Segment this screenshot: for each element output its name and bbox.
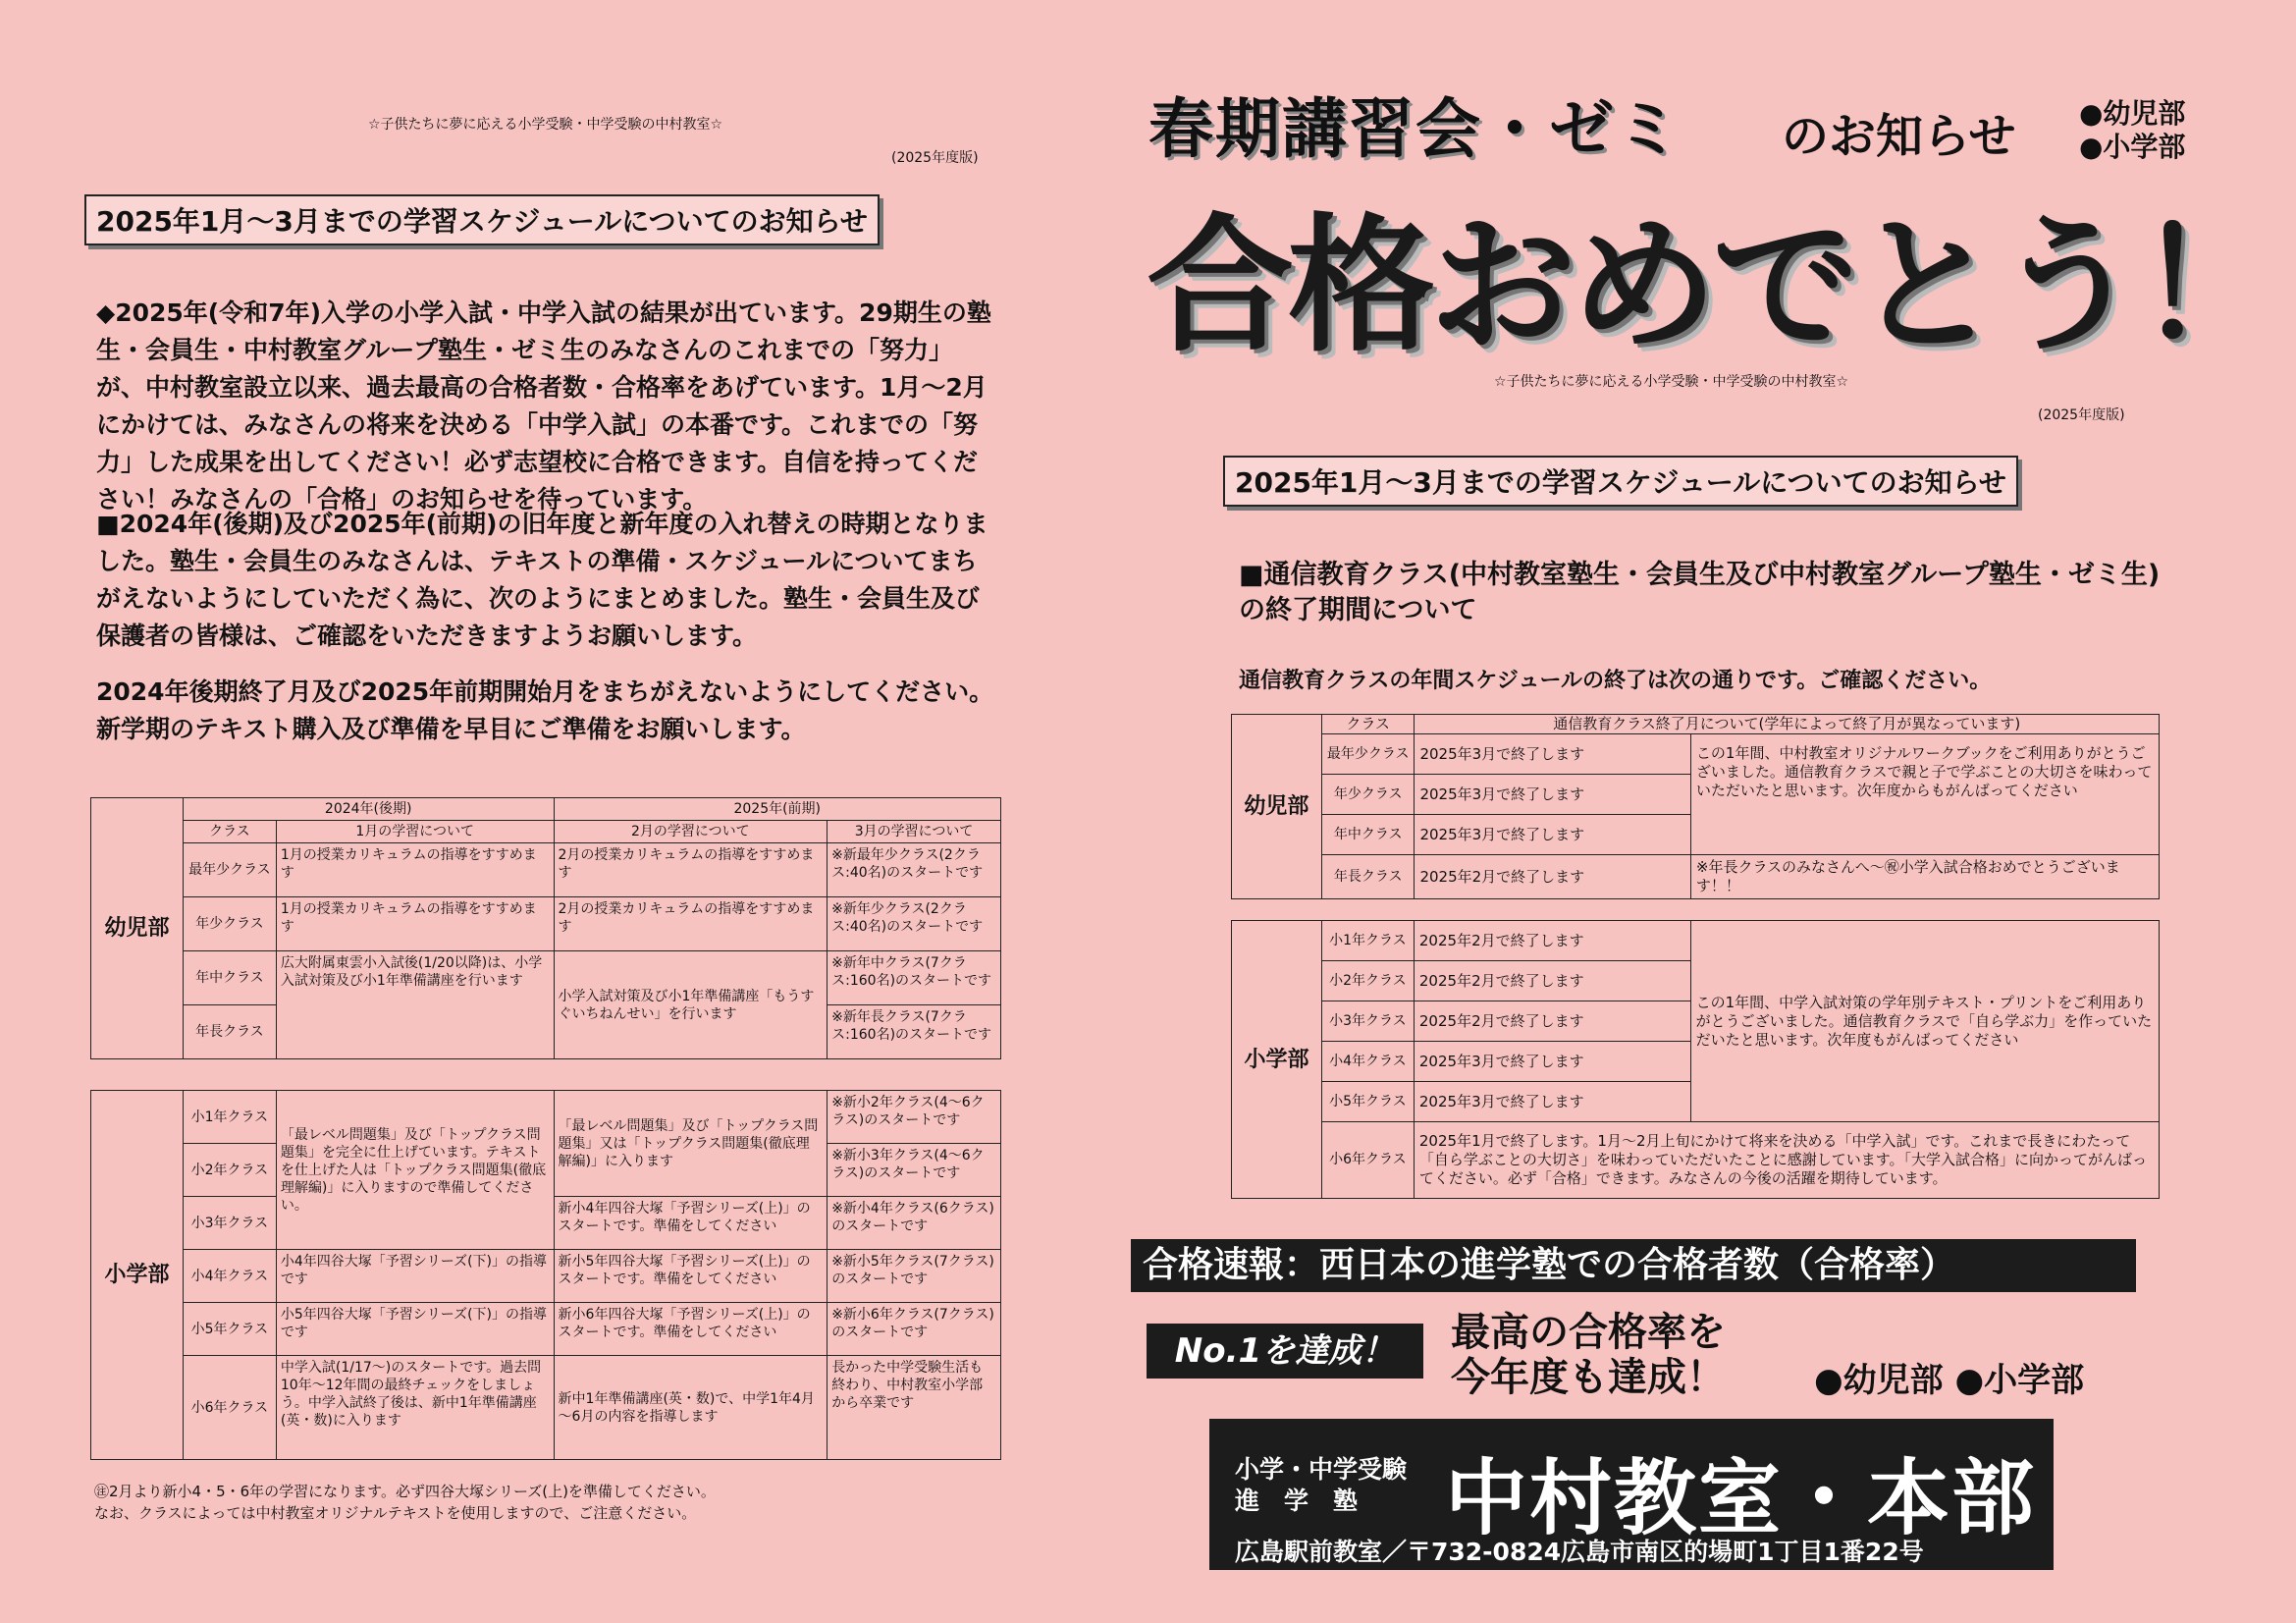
end-cell: 2025年2月で終了します	[1414, 1001, 1690, 1042]
elementary-message: この1年間、中学入試対策の学年別テキスト・プリントをご利用ありがとうございました。通信教育クラスで「自ら学ぶ力」を作っていただいたと思います。次年度もがんばってください	[1690, 921, 2159, 1122]
school-name: 中村教室・本部	[1445, 1450, 2037, 1546]
correspondence-section-heading: ■通信教育クラス(中村教室塾生・会員生及び中村教室グループ塾生・ゼミ生)の終了期間について	[1239, 560, 2161, 625]
table-row	[91, 1091, 1001, 1144]
header-2025: 2025年(前期)	[554, 798, 1000, 821]
class-cell: 小3年クラス	[1321, 1001, 1414, 1042]
class-cell: 小5年クラス	[183, 1303, 276, 1356]
feb-cell: 小学入試対策及び小1年準備講座「もうすぐいちねんせい」を行います	[554, 951, 828, 1059]
end-cell: 2025年3月で終了します	[1415, 815, 1690, 855]
class-cell: 小2年クラス	[1321, 961, 1414, 1001]
table-row	[91, 1303, 1001, 1356]
table-row	[1232, 734, 2160, 775]
class-cell: 最年少クラス	[183, 843, 276, 897]
left-para-2: ■2024年(後期)及び2025年(前期)の旧年度と新年度の入れ替えの時期となりました。塾生・会員生のみなさんは、テキストの準備・スケジュールについてまちがえないようにしていただく為に、次のようにまとめました。塾生・会員生及び保護者の皆様は、ご確認をいただきますようお願いします。	[96, 510, 988, 650]
header-2024: 2024年(後期)	[183, 798, 554, 821]
feb-cell: 新中1年準備講座(英・数)で、中学1年4月～6月の内容を指導します	[554, 1356, 828, 1460]
feb-cell: 新小6年四谷大塚「予習シリーズ(上)」のスタートです。準備をしてください	[554, 1303, 828, 1356]
jan-cell: 小5年四谷大塚「予習シリーズ(下)」の指導です	[276, 1303, 554, 1356]
correspondence-intro: 通信教育クラスの年間スケジュールの終了は次の通りです。ご確認ください。	[1239, 669, 1992, 693]
table-row	[1232, 855, 2160, 899]
class-cell: 小6年クラス	[183, 1356, 276, 1460]
school-signboard	[1209, 1419, 2054, 1570]
mar-cell: ※新年中クラス(7クラス:160名)のスタートです	[828, 951, 1001, 1005]
class-cell: 小1年クラス	[183, 1091, 276, 1144]
end-cell: 2025年2月で終了します	[1414, 921, 1690, 961]
left-note-2: なお、クラスによっては中村教室オリジナルテキストを使用しますので、ご注意ください。	[94, 1504, 697, 1522]
class-cell: 小5年クラス	[1321, 1082, 1414, 1122]
class-cell: 小6年クラス	[1321, 1122, 1414, 1199]
left-edition: (2025年度版)	[891, 150, 979, 166]
left-schedule-table-elementary	[90, 1090, 1001, 1460]
left-para-3: 2024年後期終了月及び2025年前期開始月をまちがえないようにしてください。新学期のテキスト購入及び準備を早目にご準備をお願いします。	[96, 677, 994, 743]
table-row	[1232, 921, 2160, 961]
seasonal-headline-suffix: のお知らせ	[1782, 109, 2016, 164]
end-cell: 2025年3月で終了します	[1414, 1042, 1690, 1082]
jan-cell: 中学入試(1/17～)のスタートです。過去問10年～12年間の最終チェックをしましょう。中学入試終了後は、新中1年準備講座(英・数)に入ります	[276, 1356, 554, 1460]
class-cell: 小3年クラス	[183, 1197, 276, 1250]
header-feb: 2月の学習について	[554, 821, 828, 843]
table-row	[1232, 1122, 2160, 1199]
seasonal-headline: 春期講習会・ゼミ	[1148, 91, 1682, 167]
jan-cell: 小4年四谷大塚「予習シリーズ(下)」の指導です	[276, 1250, 554, 1303]
mar-cell: 長かった中学受験生活も終わり、中村教室小学部から卒業です	[828, 1356, 1001, 1460]
mar-cell: ※新年長クラス(7クラス:160名)のスタートです	[828, 1005, 1001, 1059]
mar-cell: ※新最年少クラス(2クラス:40名)のスタートです	[828, 843, 1001, 897]
right-tagline: ☆子供たちに夢に応える小学受験・中学受験の中村教室☆	[1494, 374, 1849, 390]
school-type-line1: 小学・中学受験	[1235, 1455, 1408, 1484]
division-label: 小学部	[1232, 921, 1322, 1199]
division-label: 幼児部	[1232, 715, 1322, 899]
end-cell: 2025年3月で終了します	[1414, 1082, 1690, 1122]
division-label: 小学部	[91, 1091, 184, 1460]
end-cell: 2025年2月で終了します	[1414, 961, 1690, 1001]
left-note-1: ㊟2月より新小4・5・6年の学習になります。必ず四谷大塚シリーズ(上)を準備してください。	[94, 1483, 716, 1500]
school-address: 広島駅前教室／〒732-0824広島市南区的場町1丁目1番22号	[1235, 1538, 1924, 1566]
class-cell: 小4年クラス	[1321, 1042, 1414, 1082]
no1-badge: No.1を達成！	[1147, 1324, 1423, 1379]
table-row	[91, 843, 1001, 897]
header-jan: 1月の学習について	[276, 821, 554, 843]
left-tagline: ☆子供たちに夢に応える小学受験・中学受験の中村教室☆	[368, 117, 723, 133]
feb-cell: 2月の授業カリキュラムの指導をすすめます	[554, 843, 828, 897]
class-cell: 年中クラス	[1321, 815, 1415, 855]
feb-cell: 新小5年四谷大塚「予習シリーズ(上)」のスタートです。準備をしてください	[554, 1250, 828, 1303]
congratulations-title: 合格おめでとう！	[1147, 201, 2278, 372]
table-row	[91, 897, 1001, 951]
school-type-line2: 進 学 塾	[1235, 1487, 1359, 1515]
left-box-title: 2025年1月～3月までの学習スケジュールについてのお知らせ	[84, 194, 880, 245]
class-cell: 年長クラス	[183, 1005, 276, 1059]
table-row	[91, 1356, 1001, 1460]
header-end-month: 通信教育クラス終了月について(学年によって終了月が異なっています)	[1415, 715, 2160, 734]
header-class: クラス	[183, 821, 276, 843]
class-cell: 年少クラス	[1321, 775, 1415, 815]
div-tag-elementary: ●小学部	[2079, 131, 2186, 163]
table-row	[91, 951, 1001, 1005]
division-label: 幼児部	[91, 798, 184, 1059]
end-cell: 2025年3月で終了します	[1415, 775, 1690, 815]
grade6-message: 2025年1月で終了します。1月～2月上旬にかけて将来を決める「中学入試」です。これまで長きにわたって「自ら学ぶことの大切さ」を味わっていただいたことに感謝しています。「大学入試合格」に向かってがんばってください。必ず「合格」できます。みなさんの今後の活躍を期待しています。	[1414, 1122, 2159, 1199]
mar-cell: ※新年少クラス(2クラス:40名)のスタートです	[828, 897, 1001, 951]
end-cell: 2025年3月で終了します	[1415, 734, 1690, 775]
mar-cell: ※新小4年クラス(6クラス)のスタートです	[828, 1197, 1001, 1250]
end-cell: 2025年2月で終了します	[1415, 855, 1690, 899]
division-tags-bottom: ●幼児部 ●小学部	[1814, 1361, 2085, 1400]
mar-cell: ※新小3年クラス(4～6クラス)のスタートです	[828, 1144, 1001, 1197]
mar-cell: ※新小5年クラス(7クラス)のスタートです	[828, 1250, 1001, 1303]
correspondence-table-elementary	[1231, 920, 2160, 1199]
mar-cell: ※新小6年クラス(7クラス)のスタートです	[828, 1303, 1001, 1356]
feb-cell: 新小4年四谷大塚「予習シリーズ(上)」のスタートです。準備をしてください	[554, 1197, 828, 1250]
header-class: クラス	[1321, 715, 1415, 734]
correspondence-table-kinder	[1231, 714, 2160, 899]
class-cell: 年長クラス	[1321, 855, 1415, 899]
highest-rate-line1: 最高の合格率を	[1451, 1310, 1726, 1355]
class-cell: 小1年クラス	[1321, 921, 1414, 961]
feb-cell: 「最レベル問題集」及び「トップクラス問題集」又は「トップクラス問題集(徹底理解編)」に入ります	[554, 1091, 828, 1197]
left-para-1: ◆2025年(令和7年)入学の小学入試・中学入試の結果が出ています。29期生の塾生・会員生・中村教室グループ塾生・ゼミ生のみなさんのこれまでの「努力」が、中村教室設立以来、過去最高の合格者数・合格率をあげています。1月～2月にかけては、みなさんの将来を決める「中学入試」の本番です。これまでの「努力」した成果を出してください！必ず志望校に合格できます。自信を持ってください！みなさんの「合格」のお知らせを待っています。	[96, 298, 991, 514]
left-schedule-table-kinder	[90, 797, 1001, 1059]
jan-cell: 1月の授業カリキュラムの指導をすすめます	[276, 897, 554, 951]
right-edition: (2025年度版)	[2038, 407, 2125, 423]
jan-cell: 「最レベル問題集」及び「トップクラス問題集」を完全に仕上げています。テキストを仕上げた人は「トップクラス問題集(徹底理解編)」に入りますので準備してください。	[276, 1091, 554, 1250]
table-row	[91, 1250, 1001, 1303]
mar-cell: ※新小2年クラス(4～6クラス)のスタートです	[828, 1091, 1001, 1144]
kinder-message: この1年間、中村教室オリジナルワークブックをご利用ありがとうございました。通信教育クラスで親と子で学ぶことの大切さを味わっていただいたと思います。次年度からもがんばってください	[1690, 734, 2159, 855]
class-cell: 小2年クラス	[183, 1144, 276, 1197]
class-cell: 年中クラス	[183, 951, 276, 1005]
class-cell: 年少クラス	[183, 897, 276, 951]
right-box-title: 2025年1月～3月までの学習スケジュールについてのお知らせ	[1223, 456, 2018, 507]
class-cell: 小4年クラス	[183, 1250, 276, 1303]
div-tag-kinder: ●幼児部	[2079, 97, 2186, 130]
jan-cell: 広大附属東雲小入試後(1/20以降)は、小学入試対策及び小1年準備講座を行います	[276, 951, 554, 1059]
jan-cell: 1月の授業カリキュラムの指導をすすめます	[276, 843, 554, 897]
highest-rate-line2: 今年度も達成！	[1451, 1355, 1726, 1400]
class-cell: 最年少クラス	[1321, 734, 1415, 775]
kinder-grad-message: ※年長クラスのみなさんへ～㊗小学入試合格おめでとうございます！！	[1690, 855, 2159, 899]
header-mar: 3月の学習について	[828, 821, 1001, 843]
feb-cell: 2月の授業カリキュラムの指導をすすめます	[554, 897, 828, 951]
flash-results-banner: 合格速報：西日本の進学塾での合格者数（合格率）	[1131, 1239, 2136, 1292]
